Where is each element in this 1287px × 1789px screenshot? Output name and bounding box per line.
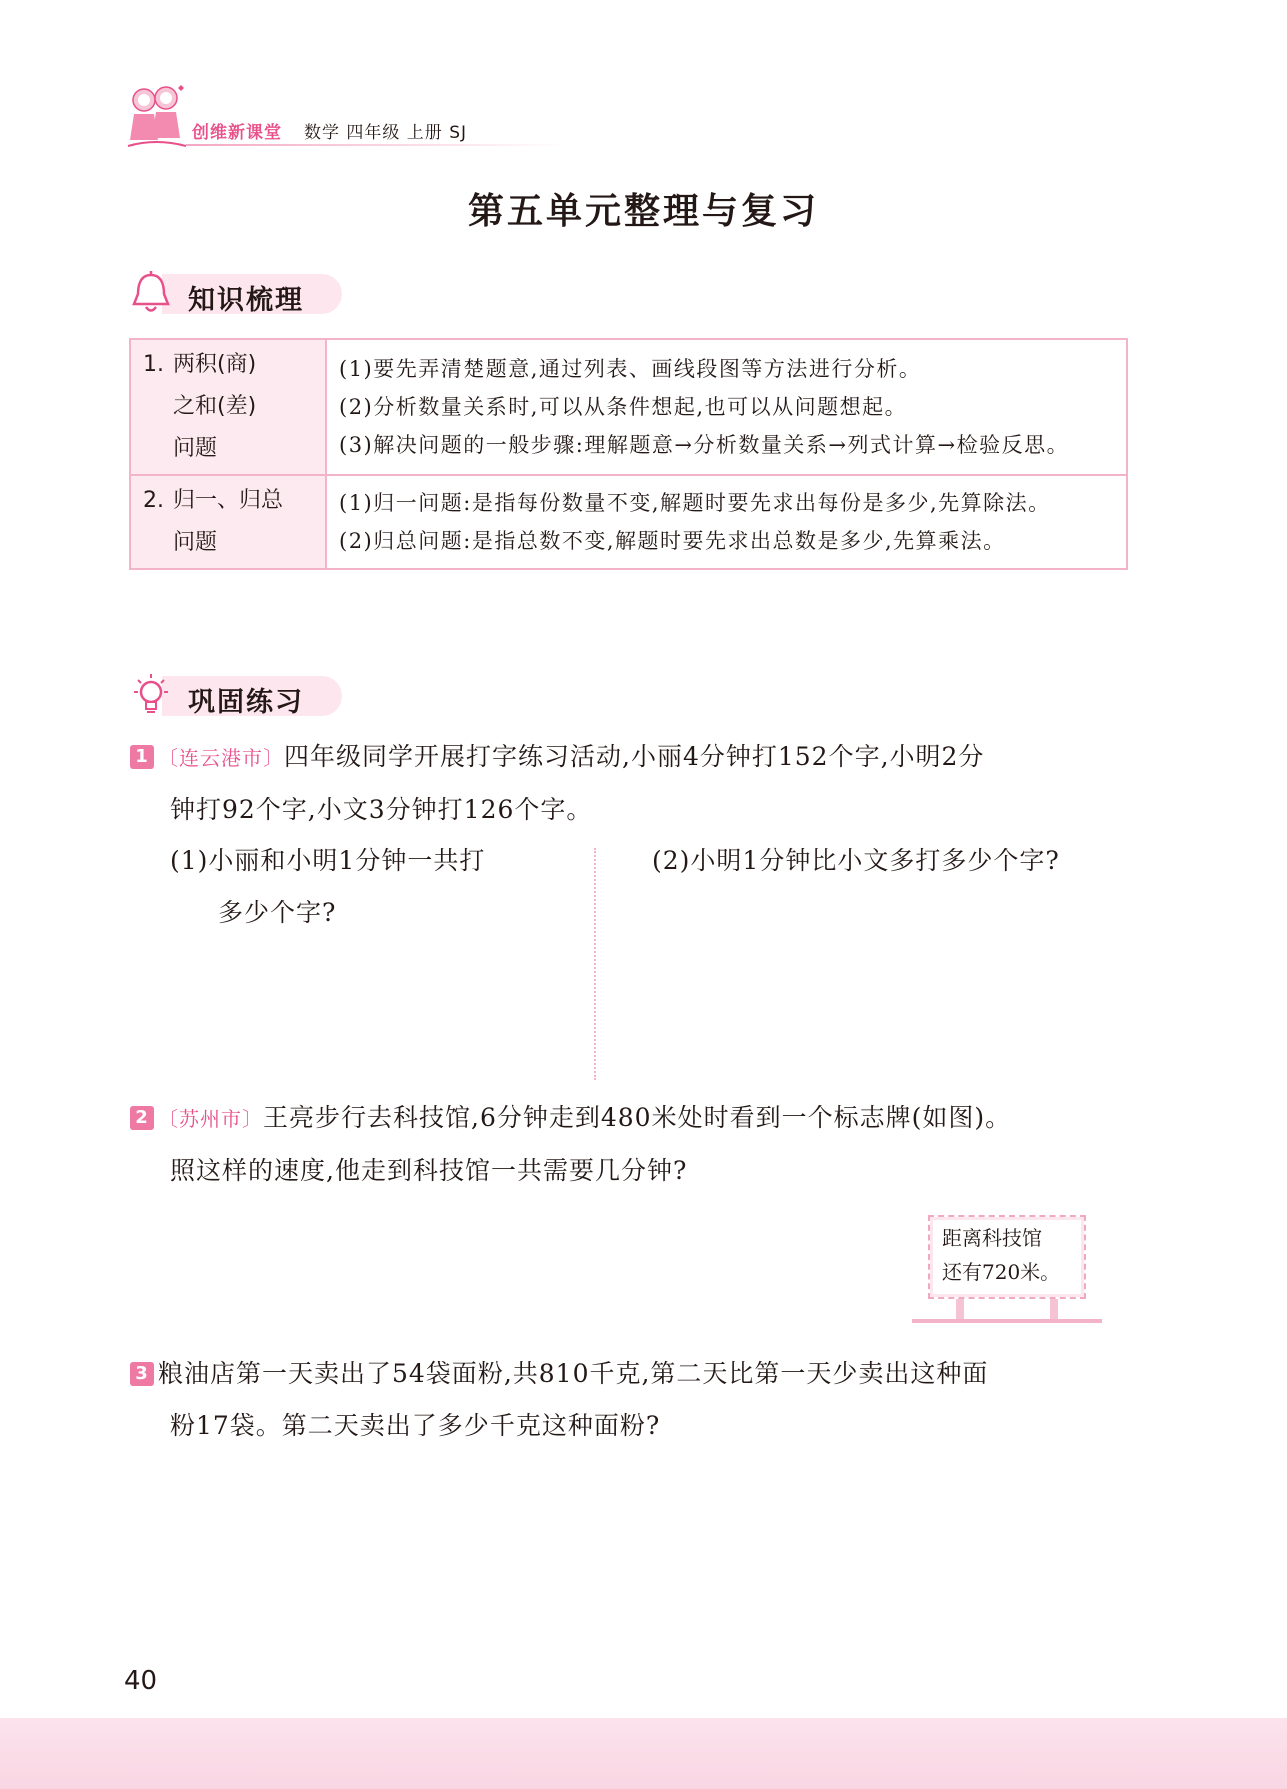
category-number: 1. (143, 352, 164, 377)
signboard-text: 还有720米。 (942, 1260, 1061, 1284)
question-number-badge: 3 (130, 1362, 154, 1386)
question-text: 粉17袋。第二天卖出了多少千克这种面粉? (170, 1411, 661, 1440)
question-text: 钟打92个字,小文3分钟打126个字。 (170, 795, 593, 824)
question-source: 〔苏州市〕 (158, 1107, 263, 1131)
signboard-text: 距离科技馆 (942, 1226, 1042, 1250)
category-line: 归一、归总 (173, 488, 284, 513)
book-subject: 数学 四年级 上册 SJ (304, 123, 468, 143)
knowledge-table (129, 338, 1128, 570)
knowledge-item: (2)归总问题:是指总数不变,解题时要先求出总数是多少,先算乘法。 (339, 529, 1006, 553)
signboard-panel (928, 1215, 1086, 1299)
question-3 (130, 1348, 988, 1452)
page-header (126, 84, 646, 154)
category-line: 问题 (173, 530, 218, 555)
question-text: 照这样的速度,他走到科技馆一共需要几分钟? (170, 1156, 688, 1185)
question-number-badge: 2 (130, 1106, 154, 1130)
category-line: 之和(差) (173, 394, 257, 419)
knowledge-item: (1)归一问题:是指每份数量不变,解题时要先求出每份是多少,先算除法。 (339, 491, 1051, 515)
question-text: 四年级同学开展打字练习活动,小丽4分钟打152个字,小明2分 (284, 742, 985, 771)
page-number: 40 (124, 1666, 158, 1696)
footer-band (0, 1718, 1287, 1789)
section-label: 知识梳理 (188, 285, 304, 316)
category-line: 两积(商) (173, 352, 257, 377)
question-number-badge: 1 (130, 745, 154, 769)
table-content (326, 475, 1127, 569)
table-row (130, 475, 1127, 569)
question-source: 〔连云港市〕 (158, 746, 284, 770)
question-1 (130, 731, 984, 836)
signboard-post (956, 1299, 964, 1321)
section-knowledge (128, 270, 348, 316)
lightbulb-icon (128, 672, 174, 718)
question-text: 王亮步行去科技馆,6分钟走到480米处时看到一个标志牌(如图)。 (263, 1103, 1012, 1132)
answer-divider (594, 848, 596, 1080)
section-label: 巩固练习 (188, 687, 304, 718)
category-number: 2. (143, 488, 164, 513)
sub-question-text: (2)小明1分钟比小文多打多少个字? (652, 846, 1060, 875)
knowledge-item: (1)要先弄清楚题意,通过列表、画线段图等方法进行分析。 (339, 357, 922, 381)
table-category (130, 475, 326, 569)
signboard (928, 1215, 1086, 1329)
ground-line (912, 1319, 1102, 1323)
brand-name: 创维新课堂 (192, 123, 282, 143)
section-practice (128, 672, 348, 718)
sub-question-text: 多少个字? (218, 898, 337, 927)
page-title: 第五单元整理与复习 (467, 191, 819, 232)
question-2 (130, 1092, 1011, 1197)
header-divider (186, 144, 566, 146)
question-text: 粮油店第一天卖出了54袋面粉,共810千克,第二天比第一天少卖出这种面 (158, 1359, 989, 1388)
knowledge-item: (2)分析数量关系时,可以从条件想起,也可以从问题想起。 (339, 395, 908, 419)
knowledge-item: (3)解决问题的一般步骤:理解题意→分析数量关系→列式计算→检验反思。 (339, 433, 1070, 457)
sub-question-2 (652, 835, 1060, 887)
sub-question-1 (170, 835, 485, 939)
signboard-post (1050, 1299, 1058, 1321)
bell-icon (128, 270, 174, 316)
kids-logo-icon (126, 84, 188, 154)
table-row (130, 339, 1127, 475)
table-content (326, 339, 1127, 475)
category-line: 问题 (173, 436, 218, 461)
table-category (130, 339, 326, 475)
sub-question-text: (1)小丽和小明1分钟一共打 (170, 846, 486, 875)
